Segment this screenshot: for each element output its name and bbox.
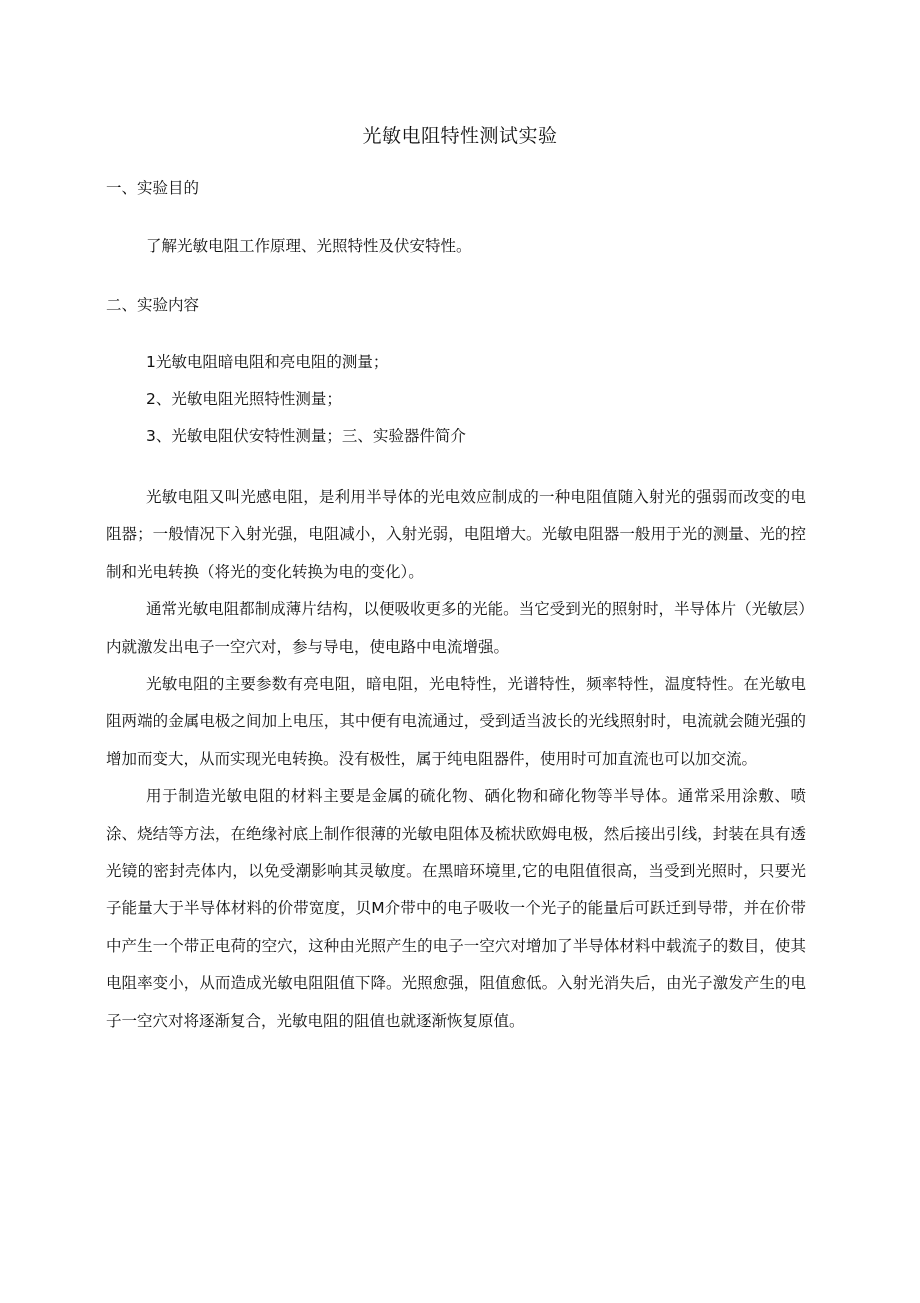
content-item-3: 3、光敏电阻伏安特性测量；三、实验器件简介 [146,427,466,445]
paragraph-parameters: 光敏电阻的主要参数有亮电阻，暗电阻，光电特性，光谱特性，频率特性，温度特性。在光敏电阻两端的金属电极之间加上电压，其中便有电流通过，受到适当波长的光线照射时，电流就会随光强的增加而变大，从而实现光电转换。没有极性，属于纯电阻器件，使用时可加直流也可以加交流。 [106,675,806,768]
intro-body [106,479,806,1040]
page-title: 光敏电阻特性测试实验 [362,125,558,147]
paragraph-materials: 用于制造光敏电阻的材料主要是金属的硫化物、硒化物和碲化物等半导体。通常采用涂敷、喷涂、烧结等方法，在绝缘衬底上制作很薄的光敏电阻体及梳状欧姆电极，然后接出引线，封装在具有透光镜的密封壳体内，以免受潮影响其灵敏度。在黑暗环境里,它的电阻值很高，当受到光照时，只要光子能量大于半导体材料的价带宽度，贝M介带中的电子吸收一个光子的能量后可跃迁到导带，并在价带中产生一个带正电荷的空穴，这种由光照产生的电子一空穴对增加了半导体材料中载流子的数目，使其电阻率变小，从而造成光敏电阻阻值下降。光照愈强，阻值愈低。入射光消失后，由光子激发产生的电子一空穴对将逐渐复合，光敏电阻的阻值也就逐渐恢复原值。 [106,787,806,1030]
content-item-1: 1光敏电阻暗电阻和亮电阻的测量； [146,353,389,371]
content-item-2: 2、光敏电阻光照特性测量； [146,390,342,408]
purpose-text: 了解光敏电阻工作原理、光照特性及伏安特性。 [146,237,472,255]
section-heading-content: 二、实验内容 [106,296,200,314]
section-heading-purpose: 一、实验目的 [106,179,200,197]
paragraph-definition: 光敏电阻又叫光感电阻，是利用半导体的光电效应制成的一种电阻值随入射光的强弱而改变的电阻器；一般情况下入射光强，电阻减小，入射光弱，电阻增大。光敏电阻器一般用于光的测量、光的控制和光电转换（将光的变化转换为电的变化）。 [106,488,806,581]
paragraph-structure: 通常光敏电阻都制成薄片结构，以便吸收更多的光能。当它受到光的照射时，半导体片（光敏层）内就激发出电子一空穴对，参与导电，使电路中电流增强。 [106,600,806,656]
